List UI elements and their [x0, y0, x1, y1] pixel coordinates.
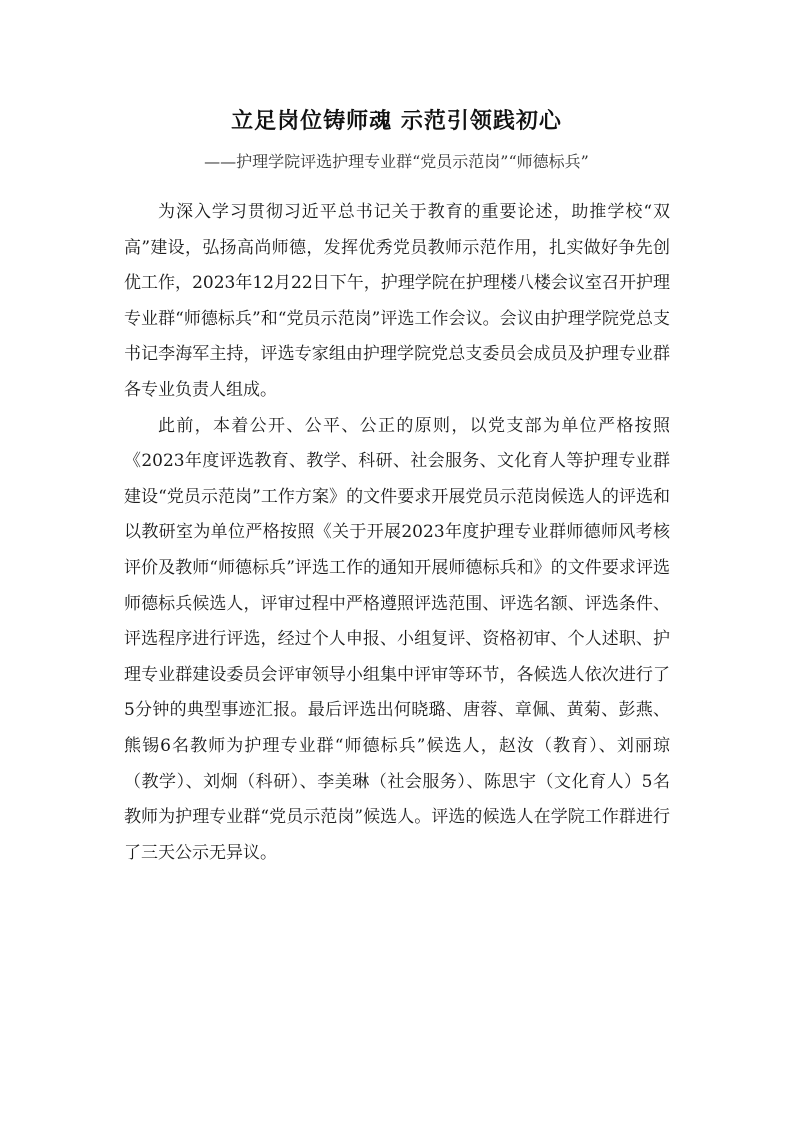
- document-body: [124, 195, 670, 871]
- document-title: 立足岗位铸师魂 示范引领践初心: [231, 109, 562, 134]
- document-subtitle: ——护理学院评选护理专业群“党员示范岗”“师德标兵”: [204, 152, 589, 171]
- paragraph: 此前，本着公开、公平、公正的原则，以党支部为单位严格按照《2023年度评选教育、教学、科研、社会服务、文化育人等护理专业群建设“党员示范岗”工作方案》的文件要求开展党员示范岗候选人的评选和以教研室为单位严格按照《关于开展2023年度护理专业群师德师风考核评价及教师“师德标兵”评选工作的通知开展师德标兵和》的文件要求评选师德标兵候选人，评审过程中严格遵照评选范围、评选名额、评选条件、评选程序进行评选，经过个人申报、小组复评、资格初审、个人述职、护理专业群建设委员会评审领导小组集中评审等环节，各候选人依次进行了5分钟的典型事迹汇报。最后评选出何晓璐、唐蓉、章佩、黄菊、彭燕、熊锡6名教师为护理专业群“师德标兵”候选人，赵汝（教育）、刘丽琼（教学）、刘炯（科研）、李美琳（社会服务）、陈思宇（文化育人）5名教师为护理专业群“党员示范岗”候选人。评选的候选人在学院工作群进行了三天公示无异议。: [124, 415, 670, 863]
- paragraph: 为深入学习贯彻习近平总书记关于教育的重要论述，助推学校“双高”建设，弘扬高尚师德，发挥优秀党员教师示范作用，扎实做好争先创优工作，2023年12月22日下午，护理学院在护理楼八楼会议室召开护理专业群“师德标兵”和“党员示范岗”评选工作会议。会议由护理学院党总支书记李海军主持，评选专家组由护理学院党总支委员会成员及护理专业群各专业负责人组成。: [124, 202, 670, 400]
